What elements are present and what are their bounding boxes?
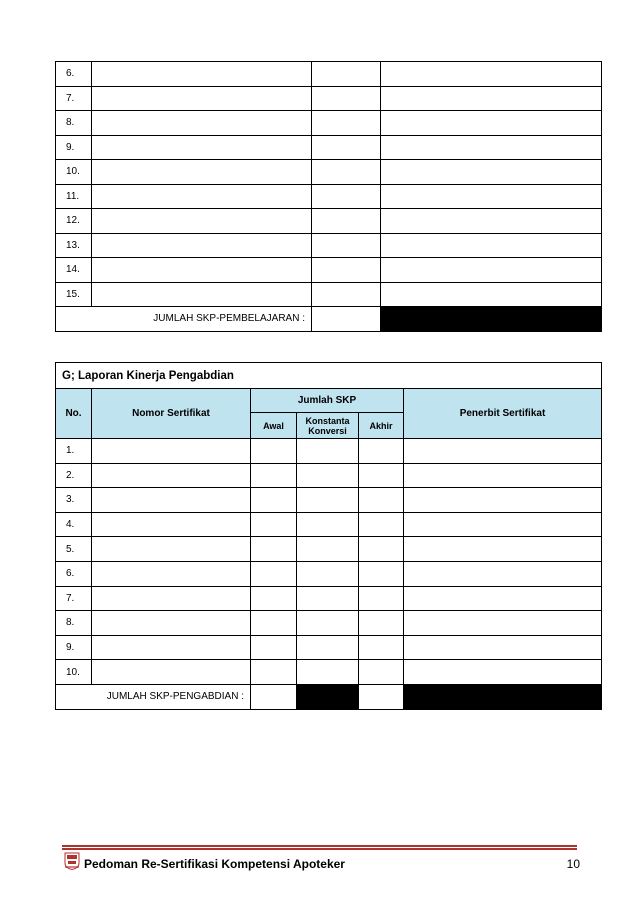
row-number: 9.: [56, 635, 92, 660]
total-row: [56, 307, 602, 332]
table-cell: [404, 561, 602, 586]
table-cell: [359, 586, 404, 611]
table-cell: [359, 611, 404, 636]
row-number: 12.: [56, 209, 92, 234]
table-cell: [92, 660, 251, 685]
table-cell: [404, 586, 602, 611]
table-cell: [404, 660, 602, 685]
table-cell: [251, 463, 297, 488]
table-cell: [381, 62, 602, 87]
table-cell: [404, 439, 602, 464]
table-cell: [297, 512, 359, 537]
table-cell: [92, 233, 312, 258]
header-no: No.: [56, 389, 92, 439]
table-cell: [92, 62, 312, 87]
page-number: 10: [566, 857, 580, 871]
blacked-out-cell: [404, 684, 602, 709]
table-cell: [297, 488, 359, 513]
table-cell: [251, 537, 297, 562]
table-cell: [312, 258, 381, 283]
row-number: 1.: [56, 439, 92, 464]
row-number: 10.: [56, 660, 92, 685]
table-row: [56, 439, 602, 464]
table-row: [56, 561, 602, 586]
total-akhir-cell: [359, 684, 404, 709]
table-cell: [92, 586, 251, 611]
header-penerbit-sertifikat: Penerbit Sertifikat: [404, 389, 602, 439]
table-cell: [404, 463, 602, 488]
table-cell: [297, 439, 359, 464]
total-label: JUMLAH SKP-PENGABDIAN :: [56, 684, 251, 709]
table-cell: [251, 439, 297, 464]
table-cell: [312, 184, 381, 209]
table-cell: [92, 439, 251, 464]
table-cell: [251, 488, 297, 513]
row-number: 4.: [56, 512, 92, 537]
table-cell: [312, 135, 381, 160]
table-row: [56, 62, 602, 87]
table-cell: [404, 537, 602, 562]
header-konstanta-konversi: Konstanta Konversi: [297, 413, 359, 439]
table-cell: [251, 635, 297, 660]
table-cell: [92, 160, 312, 185]
row-number: 6.: [56, 561, 92, 586]
table-cell: [359, 537, 404, 562]
table-cell: [92, 86, 312, 111]
table-row: [56, 512, 602, 537]
table-cell: [359, 439, 404, 464]
table-cell: [92, 282, 312, 307]
table-row: [56, 111, 602, 136]
header-jumlah-skp: Jumlah SKP: [251, 389, 404, 413]
blacked-out-cell: [381, 307, 602, 332]
table-cell: [251, 660, 297, 685]
footer-divider: [62, 845, 577, 847]
table-cell: [92, 635, 251, 660]
row-number: 9.: [56, 135, 92, 160]
table-cell: [251, 611, 297, 636]
row-number: 8.: [56, 111, 92, 136]
total-awal-cell: [251, 684, 297, 709]
table-cell: [92, 537, 251, 562]
table-row: [56, 209, 602, 234]
table-cell: [251, 586, 297, 611]
table-cell: [381, 282, 602, 307]
table-cell: [404, 488, 602, 513]
row-number: 15.: [56, 282, 92, 307]
table-cell: [312, 62, 381, 87]
table-row: [56, 635, 602, 660]
table-cell: [92, 561, 251, 586]
table-cell: [92, 111, 312, 136]
table-cell: [92, 184, 312, 209]
table-cell: [381, 233, 602, 258]
table-row: [56, 611, 602, 636]
table-row: [56, 463, 602, 488]
iai-logo-icon: [64, 852, 80, 870]
table-cell: [92, 258, 312, 283]
table-row: [56, 488, 602, 513]
table-cell: [312, 86, 381, 111]
table-row: [56, 160, 602, 185]
row-number: 2.: [56, 463, 92, 488]
row-number: 3.: [56, 488, 92, 513]
table-cell: [381, 86, 602, 111]
row-number: 13.: [56, 233, 92, 258]
table-cell: [297, 537, 359, 562]
table-cell: [381, 111, 602, 136]
table-row: [56, 233, 602, 258]
total-row: [56, 684, 602, 709]
table-cell: [312, 233, 381, 258]
row-number: 11.: [56, 184, 92, 209]
row-number: 14.: [56, 258, 92, 283]
header-akhir: Akhir: [359, 413, 404, 439]
table-cell: [359, 561, 404, 586]
table-cell: [381, 160, 602, 185]
row-number: 5.: [56, 537, 92, 562]
table-cell: [381, 209, 602, 234]
row-number: 7.: [56, 586, 92, 611]
table-cell: [297, 660, 359, 685]
table-cell: [251, 512, 297, 537]
table-cell: [404, 512, 602, 537]
table-row: [56, 184, 602, 209]
table-cell: [381, 135, 602, 160]
table-cell: [92, 611, 251, 636]
row-number: 8.: [56, 611, 92, 636]
table-row: [56, 586, 602, 611]
total-label: JUMLAH SKP-PEMBELAJARAN :: [56, 307, 312, 332]
row-number: 7.: [56, 86, 92, 111]
table-cell: [92, 463, 251, 488]
table-row: [56, 537, 602, 562]
row-number: 10.: [56, 160, 92, 185]
section-title: G; Laporan Kinerja Pengabdian: [56, 363, 602, 389]
table-cell: [381, 258, 602, 283]
laporan-kinerja-pengabdian-table: [55, 362, 602, 710]
table-row: [56, 135, 602, 160]
table-cell: [359, 488, 404, 513]
page-footer: [64, 852, 584, 874]
table-row: [56, 86, 602, 111]
table-cell: [312, 282, 381, 307]
table-cell: [312, 160, 381, 185]
blacked-out-cell: [297, 684, 359, 709]
table-cell: [359, 635, 404, 660]
header-nomor-sertifikat: Nomor Sertifikat: [92, 389, 251, 439]
footer-divider: [62, 848, 577, 850]
table-cell: [359, 512, 404, 537]
table-cell: [297, 611, 359, 636]
table-cell: [251, 561, 297, 586]
table-cell: [297, 463, 359, 488]
table-cell: [404, 611, 602, 636]
table-row: [56, 660, 602, 685]
table-cell: [359, 660, 404, 685]
table-cell: [92, 209, 312, 234]
table-cell: [92, 488, 251, 513]
table-cell: [297, 586, 359, 611]
header-awal: Awal: [251, 413, 297, 439]
table-cell: [297, 561, 359, 586]
table-cell: [404, 635, 602, 660]
row-number: 6.: [56, 62, 92, 87]
skp-pembelajaran-table: [55, 61, 602, 332]
footer-title: Pedoman Re-Sertifikasi Kompetensi Apoteker: [84, 857, 345, 871]
table-cell: [92, 135, 312, 160]
table-row: [56, 282, 602, 307]
total-value-cell: [312, 307, 381, 332]
table-cell: [381, 184, 602, 209]
table-cell: [359, 463, 404, 488]
table-cell: [312, 209, 381, 234]
table-cell: [312, 111, 381, 136]
table-cell: [297, 635, 359, 660]
table-row: [56, 258, 602, 283]
table-cell: [92, 512, 251, 537]
